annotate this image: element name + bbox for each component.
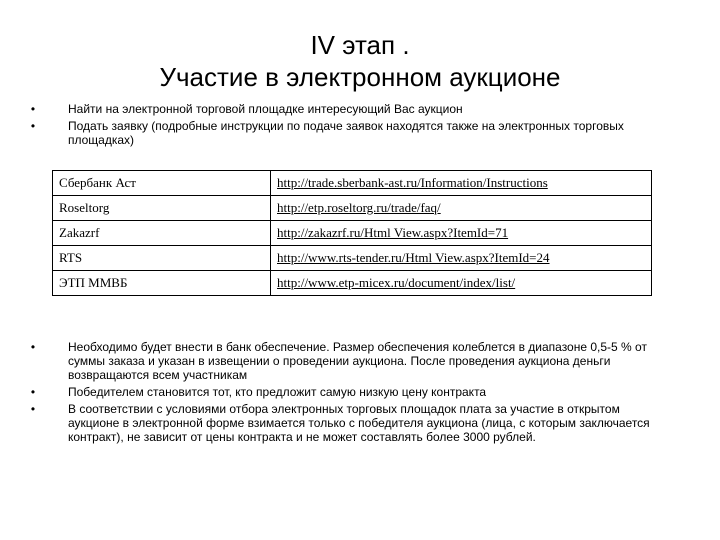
platform-link[interactable]: http://zakazrf.ru/Html View.aspx?ItemId=71 [271,221,652,246]
platform-name: Сбербанк Аст [53,171,271,196]
bullet-text: В соответствии с условиями отбора электронных торговых площадок плата за участие в открытом аукционе в электронной форме взимается только с победителя аукциона (лица, с которым заключается контракт), не зависит от цены контракта и не может составлять более 3000 рублей. [68,402,650,444]
bullet-dot-icon: • [30,385,36,399]
bullet-item [28,119,668,147]
platform-link[interactable]: http://www.etp-micex.ru/document/index/list/ [271,271,652,296]
platform-link[interactable]: http://etp.roseltorg.ru/trade/faq/ [271,196,652,221]
bullet-text: Подать заявку (подробные инструкции по подаче заявок находятся также на электронных торговых площадках) [68,119,624,147]
bullet-text: Найти на электронной торговой площадке интересующий Вас аукцион [68,102,463,116]
bullet-dot-icon: • [30,102,36,116]
details-bullet-list [28,340,668,447]
bullet-item [28,102,668,116]
platform-link[interactable]: http://www.rts-tender.ru/Html View.aspx?ItemId=24 [271,246,652,271]
bullet-dot-icon: • [30,340,36,354]
platform-name: Zakazrf [53,221,271,246]
platform-name: Roseltorg [53,196,271,221]
table-row [53,271,652,296]
platform-name: RTS [53,246,271,271]
bullet-text: Победителем становится тот, кто предложит самую низкую цену контракта [68,385,487,399]
table-row [53,221,652,246]
slide-title-line2: Участие в электронном аукционе [159,62,561,92]
table-row [53,171,652,196]
bullet-text: Необходимо будет внести в банк обеспечение. Размер обеспечения колеблется в диапазоне 0,5-5 % от суммы заказа и указан в извещении о проведении аукциона. После проведения аукциона деньги возвращаются всем участникам [68,340,647,382]
platform-name: ЭТП ММВБ [53,271,271,296]
platforms-table [52,170,652,296]
table-row [53,196,652,221]
platform-link[interactable]: http://trade.sberbank-ast.ru/Information/Instructions [271,171,652,196]
slide-title-line1: IV этап . [310,30,410,60]
table-row [53,246,652,271]
intro-bullet-list [28,102,668,150]
bullet-item [28,385,668,399]
bullet-dot-icon: • [30,119,36,133]
bullet-dot-icon: • [30,402,36,416]
bullet-item [28,340,668,382]
bullet-item [28,402,668,444]
